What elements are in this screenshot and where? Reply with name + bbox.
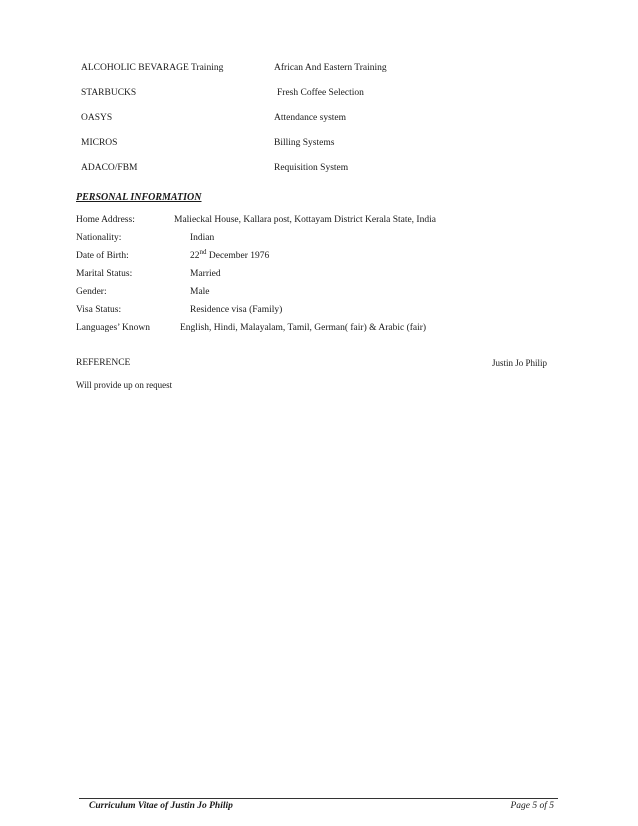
info-label: Nationality: [76, 233, 122, 243]
skill-right: Attendance system [274, 113, 347, 123]
skill-right: Requisition System [274, 163, 349, 173]
info-label: Marital Status: [76, 269, 133, 279]
dob-rest: December 1976 [206, 251, 270, 261]
dob-day: 22 [190, 251, 200, 261]
skill-right: Billing Systems [274, 138, 335, 148]
section-title-personal: PERSONAL INFORMATION [76, 192, 202, 203]
skill-left: MICROS [81, 138, 118, 148]
reference-signature: Justin Jo Philip [491, 358, 547, 368]
info-value: Male [190, 287, 210, 297]
skill-left: ADACO/FBM [81, 163, 138, 173]
skill-left: STARBUCKS [81, 88, 137, 98]
skill-right: African And Eastern Training [274, 63, 387, 73]
info-value: Residence visa (Family) [190, 305, 283, 315]
info-value-dob [190, 247, 270, 261]
skill-left: ALCOHOLIC BEVARAGE Training [81, 63, 224, 73]
info-label: Visa Status: [76, 305, 122, 315]
footer-title: Curriculum Vitae of Justin Jo Philip [89, 801, 233, 811]
info-value: English, Hindi, Malayalam, Tamil, German( fair) & Arabic (fair) [180, 323, 427, 333]
info-value: Married [190, 269, 221, 279]
info-value: Malieckal House, Kallara post, Kottayam District Kerala State, India [174, 215, 436, 225]
info-label: Languages’ Known [76, 323, 150, 333]
info-label: Date of Birth: [76, 251, 129, 261]
skill-left: OASYS [81, 113, 113, 123]
info-value: Indian [190, 233, 215, 243]
footer-page-number: Page 5 of 5 [510, 801, 554, 811]
footer-divider [79, 798, 558, 799]
reference-title: REFERENCE [76, 358, 131, 368]
info-label: Home Address: [76, 215, 135, 225]
dob-suffix: nd [199, 247, 207, 256]
info-label: Gender: [76, 287, 107, 297]
reference-note: Will provide up on request [76, 380, 173, 390]
skill-right: Fresh Coffee Selection [277, 88, 364, 98]
